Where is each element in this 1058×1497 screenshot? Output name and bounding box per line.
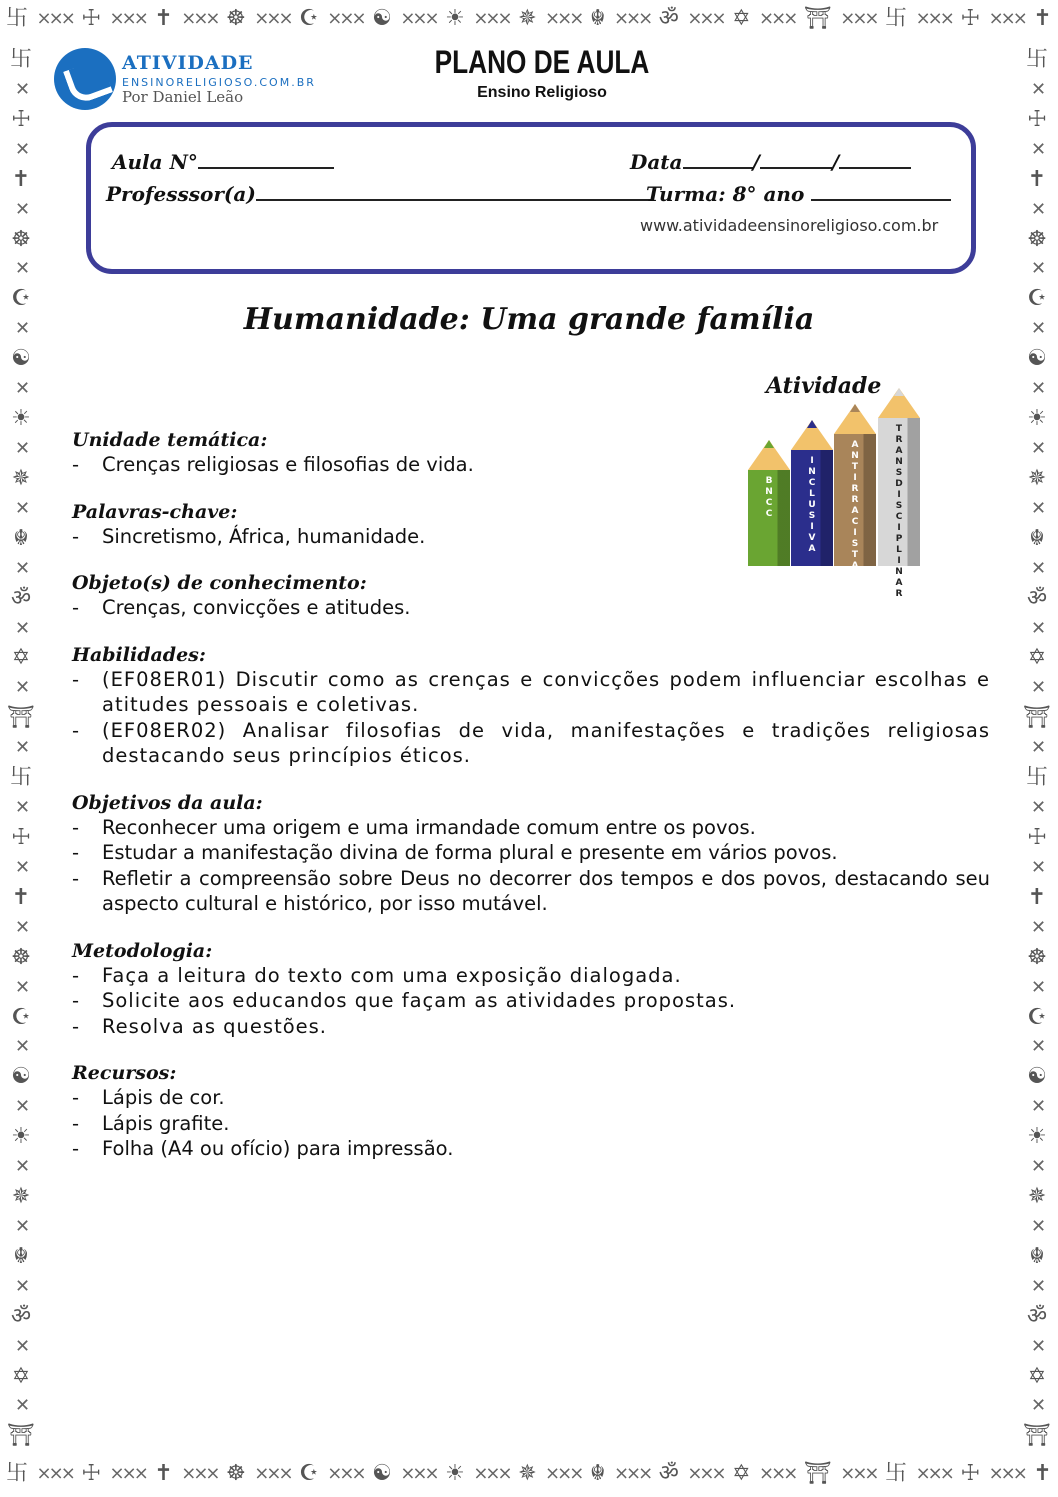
religious-symbol-icon: ✵ [1027,1184,1047,1210]
religious-symbol-icon: ☸ [1027,226,1047,252]
border-zigzag-icon: ✕ [14,1395,28,1417]
border-zigzag-icon: ✕ [1030,737,1044,759]
religious-symbol-icon: ✵ [518,1461,537,1486]
religious-symbol-icon: 卐 [1025,765,1048,791]
border-zigzag-icon: ✕ [1030,138,1044,160]
list-item: - (EF08ER02) Analisar filosofias de vida, manifestações e tradições religiosas destacando seus princípios éticos. [72,718,990,769]
border-zigzag-icon: ⨯⨯⨯ [759,1463,796,1484]
logo-site: ENSINORELIGIOSO.COM.BR [122,76,316,89]
border-zigzag-icon: ✕ [1030,856,1044,878]
religious-symbol-icon: ☸ [11,226,31,252]
section-metodologia [72,939,990,1040]
religious-symbol-icon: ☩ [1027,106,1047,132]
professor-field [106,182,652,206]
professor-blank [256,185,652,201]
religious-symbol-icon: ☩ [81,6,102,31]
religious-symbol-icon: ☀ [1027,406,1047,432]
religious-symbol-icon: ☬ [13,525,29,551]
religious-symbol-icon: ⛩ [1023,705,1051,731]
religious-symbol-icon: 卐 [9,47,32,72]
religious-symbol-icon: ☬ [589,1461,606,1486]
border-zigzag-icon: ⨯⨯⨯ [36,1463,73,1484]
border-zigzag-icon: ✕ [1030,378,1044,400]
border-zigzag-icon: ✕ [14,737,28,759]
list-item: - Folha (A4 ou ofício) para impressão. [72,1136,990,1162]
religious-symbol-icon: ☩ [81,1461,102,1486]
border-zigzag-icon: ✕ [1030,78,1044,100]
religious-symbol-icon: ✡ [11,1363,31,1389]
religious-symbol-icon: ☯ [372,1461,392,1486]
religious-symbol-icon: ☩ [960,1461,981,1486]
site-logo [54,48,354,112]
religious-symbol-icon: ☯ [1027,346,1047,372]
religious-symbol-icon: 卐 [6,6,29,31]
religious-symbol-icon: ॐ [1026,1303,1048,1329]
border-right [1016,42,1058,1455]
border-zigzag-icon: ✕ [14,437,28,459]
document-title: Humanidade: Uma grande família [243,302,815,337]
section-heading: Habilidades: [72,643,206,666]
religious-symbol-icon: 卐 [9,765,32,791]
border-zigzag-icon: ✕ [14,1215,28,1237]
border-zigzag-icon: ⨯⨯⨯ [181,8,218,29]
border-zigzag-icon: ⨯⨯⨯ [254,1463,291,1484]
religious-symbol-icon: ॐ [10,1303,32,1329]
religious-symbol-icon: ☯ [1027,1064,1047,1090]
border-zigzag-icon: ✕ [1030,677,1044,699]
religious-symbol-icon: ॐ [1026,585,1048,611]
section-heading: Objeto(s) de conhecimento: [72,572,367,594]
religious-symbol-icon: ☪ [11,286,31,312]
list-item: - Estudar a manifestação divina de forma plural e presente em vários povos. [72,840,990,866]
border-zigzag-icon: ⨯⨯⨯ [613,8,651,29]
religious-symbol-icon: ✵ [518,6,537,31]
border-zigzag-icon: ⨯⨯⨯ [915,8,952,29]
border-bottom [0,1455,1058,1497]
border-zigzag-icon: ✕ [1030,976,1044,998]
border-zigzag-icon: ⨯⨯⨯ [840,1463,877,1484]
list-item: - Lápis grafite. [72,1111,990,1137]
border-zigzag-icon: ✕ [1030,557,1044,579]
border-zigzag-icon: ✕ [14,258,28,280]
border-zigzag-icon: ✕ [14,1275,28,1297]
section-heading: Recursos: [72,1062,177,1084]
pencil-label: B N C C [765,476,773,519]
religious-symbol-icon: ✡ [11,645,31,671]
border-zigzag-icon: ⨯⨯⨯ [545,1463,582,1484]
border-zigzag-icon: ⨯⨯⨯ [109,8,146,29]
list-item: - Resolva as questões. [72,1014,990,1040]
religious-symbol-icon: ✡ [732,1461,751,1486]
section-heading: Objetivos da aula: [72,791,263,814]
border-zigzag-icon: ✕ [14,916,28,938]
religious-symbol-icon: ✵ [11,465,31,491]
border-zigzag-icon: ⨯⨯⨯ [687,1463,724,1484]
religious-symbol-icon: 卐 [885,1461,908,1486]
border-zigzag-icon: ✕ [14,797,28,819]
religious-symbol-icon: 卐 [6,1461,29,1486]
list-item: - Crenças, convicções e atitudes. [72,595,990,621]
list-item: - Solicite aos educandos que façam as atividades propostas. [72,988,990,1014]
religious-symbol-icon: ✝ [11,166,31,192]
section-heading: Unidade temática: [72,429,268,451]
border-zigzag-icon: ⨯⨯⨯ [400,1463,437,1484]
religious-symbol-icon: ☸ [226,1461,246,1486]
religious-symbol-icon: ✝ [1027,884,1047,910]
border-zigzag-icon: ✕ [14,557,28,579]
section-heading: Palavras-chave: [72,500,238,523]
list-item: - Reconhecer uma origem e uma irmandade comum entre os povos. [72,815,990,841]
border-left [0,42,42,1455]
religious-symbol-icon: ॐ [658,6,679,31]
religious-symbol-icon: ⛩ [7,705,35,731]
logo-title: ATIVIDADE [122,52,254,74]
list-item: - Sincretismo, África, humanidade. [72,524,990,550]
religious-symbol-icon: ✡ [1027,1363,1047,1389]
aula-blank [198,153,334,169]
religious-symbol-icon: ☩ [11,824,31,850]
pencil-label: A N T I R R A C I S T A [851,440,859,571]
religious-symbol-icon: ☪ [11,1004,31,1030]
border-zigzag-icon: ✕ [1030,1215,1044,1237]
religious-symbol-icon: ☀ [11,406,31,432]
data-field: Data / / [630,150,911,174]
pencil-label: I N C L U S I V A [808,456,816,554]
religious-symbol-icon: ☸ [226,6,246,31]
border-zigzag-icon: ✕ [14,318,28,340]
section-habilidades [72,643,990,769]
border-zigzag-icon: ⨯⨯⨯ [327,8,364,29]
border-zigzag-icon: ✕ [1030,497,1044,519]
border-zigzag-icon: ✕ [14,1036,28,1058]
logo-author: Por Daniel Leão [122,88,244,106]
border-zigzag-icon: ✕ [14,378,28,400]
border-zigzag-icon: ✕ [14,1096,28,1118]
religious-symbol-icon: ☪ [1027,1004,1047,1030]
section-palavras [72,500,990,550]
religious-symbol-icon: ✡ [1027,645,1047,671]
border-zigzag-icon: ✕ [1030,1275,1044,1297]
religious-symbol-icon: ✡ [732,6,751,31]
section-unidade [72,428,990,478]
religious-symbol-icon: ☩ [1027,824,1047,850]
border-zigzag-icon: ⨯⨯⨯ [109,1463,146,1484]
border-zigzag-icon: ⨯⨯⨯ [327,1463,364,1484]
lesson-content [72,428,990,1184]
religious-symbol-icon: ☯ [11,1064,31,1090]
border-zigzag-icon: ⨯⨯⨯ [473,8,510,29]
religious-symbol-icon: ☪ [299,1461,319,1486]
religious-symbol-icon: ⛩ [803,1461,832,1486]
religious-symbol-icon: ✝ [154,1461,173,1486]
border-zigzag-icon: ✕ [1030,1156,1044,1178]
turma-label: Turma: 8° ano [646,182,805,206]
aula-label: Aula N° [112,150,198,174]
border-zigzag-icon: ✕ [1030,797,1044,819]
border-zigzag-icon: ✕ [1030,318,1044,340]
border-zigzag-icon: ⨯⨯⨯ [988,8,1025,29]
border-zigzag-icon: ✕ [1030,916,1044,938]
religious-symbol-icon: 卐 [1025,47,1048,72]
religious-symbol-icon: ☬ [589,6,606,31]
section-recursos [72,1061,990,1162]
aula-field [112,150,334,174]
professor-label: Professsor(a) [106,182,256,206]
section-objetos [72,571,990,621]
border-zigzag-icon: ✕ [14,1156,28,1178]
religious-symbol-icon: ✝ [11,884,31,910]
border-zigzag-icon: ✕ [1030,1395,1044,1417]
list-item: - Crenças religiosas e filosofias de vida. [72,452,990,478]
border-zigzag-icon: ✕ [1030,1096,1044,1118]
religious-symbol-icon: ☬ [1029,525,1045,551]
religious-symbol-icon: 卐 [885,6,908,31]
list-item: - Lápis de cor. [72,1085,990,1111]
border-zigzag-icon: ✕ [14,138,28,160]
list-item: - (EF08ER01) Discutir como as crenças e convicções podem influenciar escolhas e atitudes pessoais e coletivas. [72,667,990,718]
section-objetivos [72,791,990,917]
religious-symbol-icon: ॐ [658,1461,679,1486]
pencil-label: T R A N S D I S C I P L I N A R [895,424,903,599]
border-zigzag-icon: ⨯⨯⨯ [254,8,291,29]
religious-symbol-icon: ⛩ [1023,1423,1051,1449]
activity-label: Atividade [766,373,882,399]
religious-symbol-icon: ✝ [1027,166,1047,192]
religious-symbol-icon: ⛩ [803,6,832,31]
logo-circle-icon [54,48,116,110]
border-zigzag-icon: ✕ [14,856,28,878]
list-item: - Faça a leitura do texto com uma exposição dialogada. [72,963,990,989]
religious-symbol-icon: ☸ [11,944,31,970]
religious-symbol-icon: ⛩ [7,1423,35,1449]
religious-symbol-icon: ☸ [1027,944,1047,970]
border-zigzag-icon: ✕ [1030,258,1044,280]
section-heading: Metodologia: [72,939,213,962]
border-zigzag-icon: ✕ [1030,1335,1044,1357]
religious-symbol-icon: ✵ [1027,465,1047,491]
religious-symbol-icon: ☀ [445,6,465,31]
religious-symbol-icon: ☀ [1027,1124,1047,1150]
religious-symbol-icon: ✝ [154,6,173,31]
religious-symbol-icon: ✝ [1033,6,1052,31]
page-subtitle: Ensino Religioso [477,84,607,101]
border-zigzag-icon: ✕ [1030,1036,1044,1058]
border-zigzag-icon: ✕ [14,976,28,998]
border-zigzag-icon: ⨯⨯⨯ [36,8,73,29]
border-zigzag-icon: ✕ [1030,617,1044,639]
religious-symbol-icon: ☯ [372,6,392,31]
religious-symbol-icon: ☀ [11,1124,31,1150]
border-zigzag-icon: ⨯⨯⨯ [840,8,877,29]
border-zigzag-icon: ✕ [1030,437,1044,459]
religious-symbol-icon: ☯ [11,346,31,372]
list-item: - Refletir a compreensão sobre Deus no decorrer dos tempos e dos povos, destacando seu aspecto cultural e histórico, por isso mutável. [72,866,990,917]
border-zigzag-icon: ✕ [14,1335,28,1357]
religious-symbol-icon: ॐ [10,585,32,611]
religious-symbol-icon: ☩ [960,6,981,31]
religious-symbol-icon: ☬ [13,1243,29,1269]
border-zigzag-icon: ✕ [14,677,28,699]
border-zigzag-icon: ⨯⨯⨯ [400,8,437,29]
border-zigzag-icon: ⨯⨯⨯ [613,1463,651,1484]
religious-symbol-icon: ☬ [1029,1243,1045,1269]
religious-symbol-icon: ✵ [11,1184,31,1210]
border-top [0,0,1058,42]
border-zigzag-icon: ✕ [14,497,28,519]
border-zigzag-icon: ⨯⨯⨯ [545,8,582,29]
border-zigzag-icon: ✕ [14,617,28,639]
religious-symbol-icon: ☀ [445,1461,465,1486]
religious-symbol-icon: ☪ [1027,286,1047,312]
border-zigzag-icon: ✕ [14,198,28,220]
border-zigzag-icon: ✕ [1030,198,1044,220]
religious-symbol-icon: ✝ [1033,1461,1052,1486]
border-zigzag-icon: ⨯⨯⨯ [915,1463,952,1484]
data-label: Data [630,150,683,174]
website-url: www.atividadeensinoreligioso.com.br [640,216,939,235]
turma-blank [811,185,951,201]
border-zigzag-icon: ⨯⨯⨯ [473,1463,510,1484]
religious-symbol-icon: ☩ [11,106,31,132]
page-title: PLANO DE AULA [434,44,650,80]
turma-field [646,182,951,206]
border-zigzag-icon: ⨯⨯⨯ [759,8,796,29]
border-zigzag-icon: ⨯⨯⨯ [988,1463,1025,1484]
border-zigzag-icon: ⨯⨯⨯ [687,8,724,29]
religious-symbol-icon: ☪ [299,6,319,31]
border-zigzag-icon: ✕ [14,78,28,100]
border-zigzag-icon: ⨯⨯⨯ [181,1463,218,1484]
